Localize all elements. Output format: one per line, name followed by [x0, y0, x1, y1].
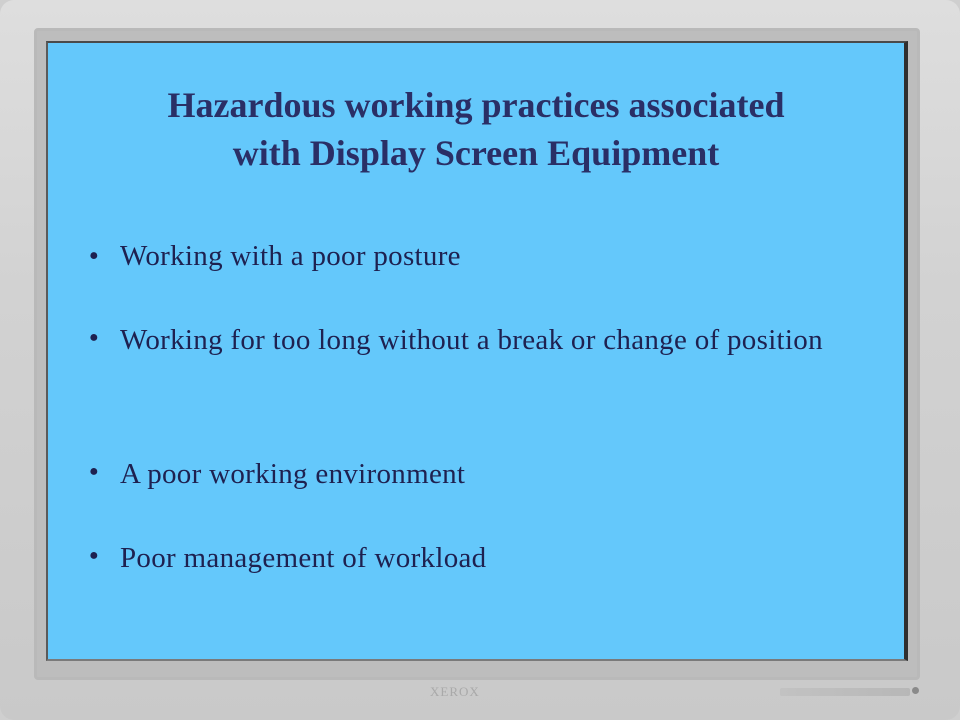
slide-screen: [46, 41, 908, 661]
bullet-text: Working for too long without a break or change of position: [120, 324, 823, 356]
bullet-item: [82, 539, 862, 577]
monitor-brand-logo: XEROX: [430, 684, 480, 699]
bullet-text: Working with a poor posture: [120, 240, 461, 272]
slide-title-line-1: Hazardous working practices associated: [167, 85, 785, 125]
monitor-control-strip: [780, 688, 910, 696]
bullet-text: Poor management of workload: [120, 542, 487, 574]
slide-title-line-2: with Display Screen Equipment: [232, 133, 720, 173]
bullet-text: A poor working environment: [120, 458, 466, 490]
bullet-icon: ●: [89, 329, 99, 346]
bullet-item: [82, 321, 862, 359]
bullet-icon: ●: [89, 547, 99, 564]
slide-title: [48, 81, 904, 177]
power-indicator-icon: [912, 687, 919, 694]
bullet-item: [82, 455, 862, 493]
bullet-icon: ●: [89, 463, 99, 480]
bullet-icon: •: [88, 240, 100, 272]
bullet-item: [82, 237, 862, 275]
